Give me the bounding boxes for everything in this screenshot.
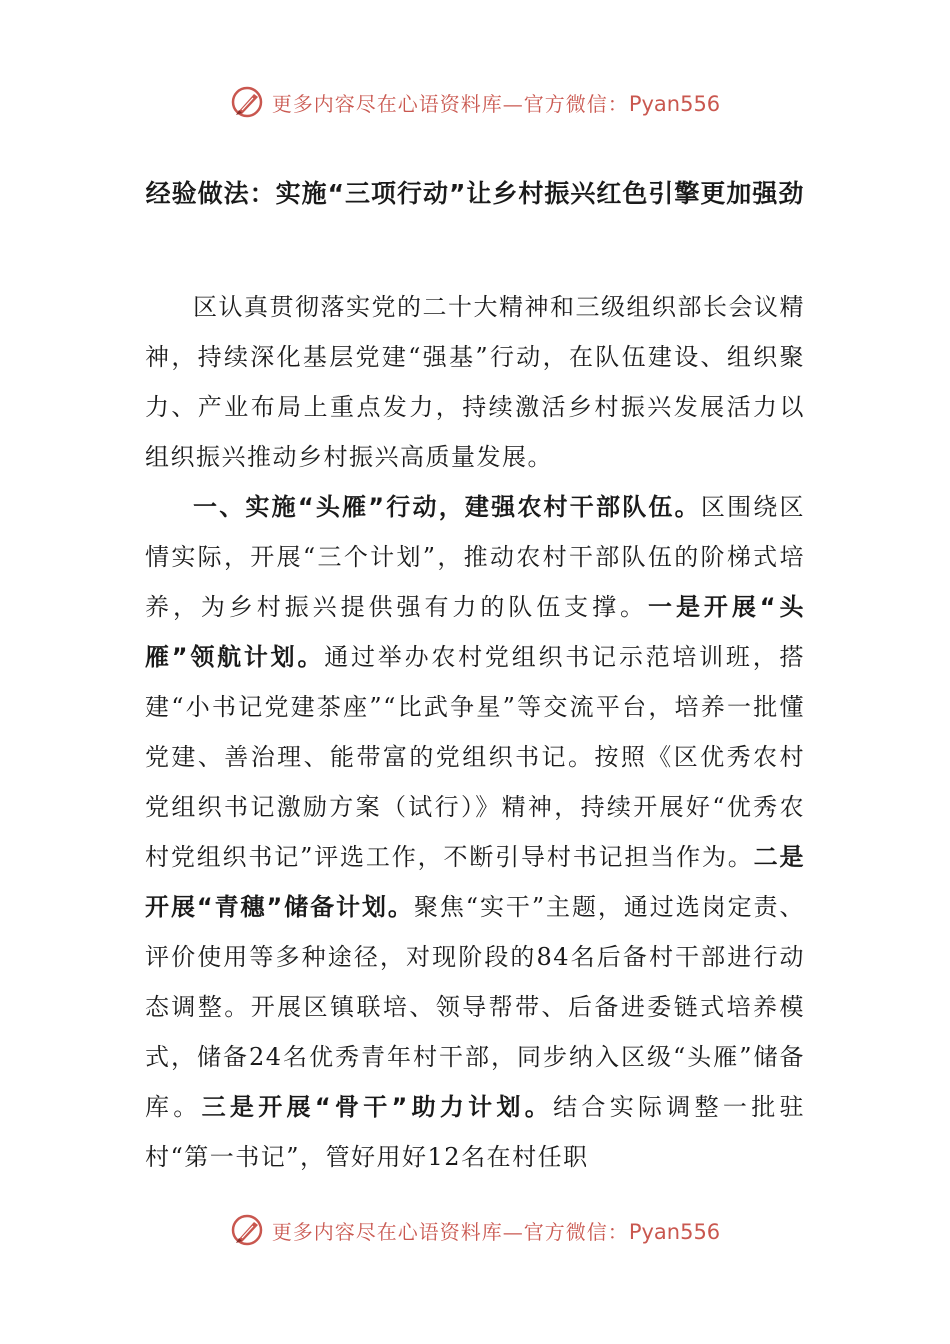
point-2-heading: 二是开展“青穗”储备计划。 (145, 843, 805, 921)
point-1-heading: 一是开展“头雁”领航计划。 (145, 593, 805, 671)
watermark-banner-bottom (0, 1210, 950, 1250)
section-1-heading: 一、实施“头雁”行动，建强农村干部队伍。 (193, 493, 701, 521)
document-title: 经验做法：实施“三项行动”让乡村振兴红色引擎更加强劲 (145, 179, 805, 208)
pen-logo-icon (230, 85, 264, 119)
document-body (145, 282, 805, 1182)
section-1-paragraph (145, 482, 805, 1182)
point-3-heading: 三是开展“骨干”助力计划。 (201, 1093, 554, 1121)
point-3-text: 结合实际调整一批驻村“第一书记”，管好用好12名在村任职 (145, 1093, 806, 1171)
point-2-text: 聚焦“实干”主题，通过选岗定责、评价使用等多种途径，对现阶段的84名后备村干部进行动态调整。开展区镇联培、领导帮带、后备进委链式培养模式，储备24名优秀青年村干部，同步纳入区级“头雁”储备库。 (145, 893, 805, 1121)
intro-paragraph: 区认真贯彻落实党的二十大精神和三级组织部长会议精神，持续深化基层党建“强基”行动，在队伍建设、组织聚力、产业布局上重点发力，持续激活乡村振兴发展活力以组织振兴推动乡村振兴高质量发展。 (145, 293, 805, 471)
pen-logo-icon (230, 1213, 264, 1247)
watermark-text: 更多内容尽在心语资料库—官方微信： (271, 1219, 629, 1244)
watermark-handle: Pyan556 (628, 1219, 721, 1244)
section-1-text: 区围绕区情实际，开展“三个计划”，推动农村干部队伍的阶梯式培养，为乡村振兴提供强有力的队伍支撑。 (145, 493, 806, 621)
watermark-text: 更多内容尽在心语资料库—官方微信： (271, 91, 629, 116)
watermark-banner-top (0, 82, 950, 122)
watermark-handle: Pyan556 (628, 91, 721, 116)
point-1-text: 通过举办农村党组织书记示范培训班，搭建“小书记党建茶座”“比武争星”等交流平台，培养一批懂党建、善治理、能带富的党组织书记。按照《区优秀农村党组织书记激励方案（试行）》精神，持续开展好“优秀农村党组织书记”评选工作，不断引导村书记担当作为。 (145, 643, 805, 871)
